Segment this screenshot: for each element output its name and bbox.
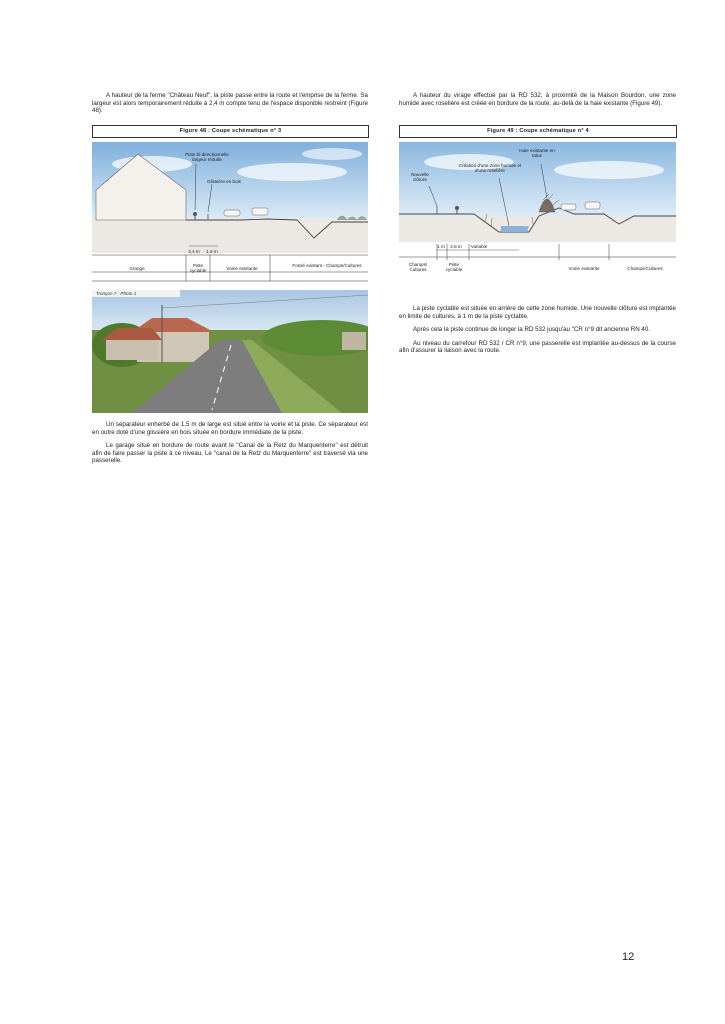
figure-49-title: Figure 49 : Coupe schématique n° 4 bbox=[399, 125, 677, 138]
right-paragraph-cloture: La piste cyclable est située en arrière de cette zone humide. Une nouvelle clôture est implantée en limite de cultures, à 1 m de la piste cyclable. bbox=[399, 305, 676, 320]
cyclist-icon bbox=[193, 212, 197, 216]
car-icon bbox=[252, 208, 268, 215]
label-piste-bidir: Piste bi-directionnelle largeur réduite bbox=[185, 152, 229, 163]
left-paragraph-separator: Un séparateur enherbé de 1,5 m de large est situé entre la voirie et la piste. Ce séparateur est en outre doté d'une glissière en bois située en bordure immédiate de la piste. bbox=[92, 421, 368, 436]
label-dim-1-5: 1,5 m bbox=[206, 249, 218, 254]
label-champs-left: Champs/ Cultures bbox=[408, 262, 428, 273]
photo-caption: Tronçon 7 - Photo 1 bbox=[92, 290, 180, 297]
label-haie-existante: Haie existante en talus bbox=[519, 148, 555, 159]
label-dim-1m: 1 m bbox=[437, 244, 445, 249]
label-grange: Grange bbox=[129, 266, 145, 271]
figure-48-title: Figure 48 : Coupe schématique n° 3 bbox=[92, 125, 369, 138]
figure-48-diagram bbox=[92, 142, 368, 282]
label-voirie-existante: Voirie existante bbox=[226, 266, 258, 271]
figure-49-diagram bbox=[399, 142, 676, 282]
car-icon bbox=[585, 202, 600, 209]
label-dim-2-4: 2,4 m bbox=[188, 249, 200, 254]
left-intro-paragraph: A hauteur de la ferme "Château Neuf", la piste passe entre la route et l'emprise de la ferme. Sa largeur est alors temporairement réduite à 2,4 m compte tenu de l'espace disponible restreint (Figure 48). bbox=[92, 92, 368, 115]
label-nouvelle-cloture: Nouvelle clôture bbox=[411, 172, 429, 183]
right-paragraph-rd532: Après cela la piste continue de longer la RD 532 jusqu'au "CR n°9 dit ancienne RN 40. bbox=[413, 326, 650, 334]
right-column-bottom bbox=[399, 305, 676, 361]
left-column-bottom bbox=[92, 421, 368, 471]
cross-section-4-svg bbox=[399, 142, 676, 282]
label-fosse-existant: Fossé existant - Champs/Cultures bbox=[292, 263, 362, 268]
road-photo bbox=[92, 290, 368, 413]
label-dim-2-8m: 2,8 m bbox=[450, 244, 462, 249]
page-number: 12 bbox=[622, 951, 635, 963]
left-paragraph-garage: Le garage situé en bordure de route avant le "Canal de la Retz du Marquenterre" est détruit afin de faire passer la piste à ce niveau. Le "canal de la Retz du Marquenterre" est traversé via une passerelle. bbox=[92, 442, 368, 465]
label-champs-right: Champs/Cultures bbox=[627, 266, 663, 271]
label-piste-cyclable: Piste cyclable bbox=[189, 263, 207, 274]
label-piste-cyclable: Piste cyclable bbox=[445, 262, 463, 273]
right-intro-paragraph: A hauteur du virage effectué par la RD 532, à proximité de la Maison Bourdon, une zone humide avec roselière est créée en bordure de la route, au-delà de la haie existante (Figure 49). bbox=[399, 92, 676, 107]
label-glissiere: Glissière en bois bbox=[207, 179, 241, 184]
right-paragraph-carrefour: Au niveau du carrefour RD 532 / CR n°9, une passerelle est implantée au-dessus de la course afin d'assurer la liaison avec la route. bbox=[399, 339, 676, 355]
label-dim-variable: Variable bbox=[470, 244, 488, 249]
label-zone-humide: Création d'une zone humide et d'une roselière bbox=[458, 163, 522, 174]
label-voirie-existante: Voirie existante bbox=[568, 266, 600, 271]
left-column bbox=[92, 92, 368, 121]
car-icon bbox=[224, 210, 240, 216]
car-icon bbox=[561, 204, 576, 210]
right-column bbox=[399, 92, 676, 113]
road-photo-image bbox=[92, 290, 368, 413]
cyclist-icon bbox=[455, 206, 459, 210]
cross-section-3-svg bbox=[92, 142, 368, 282]
